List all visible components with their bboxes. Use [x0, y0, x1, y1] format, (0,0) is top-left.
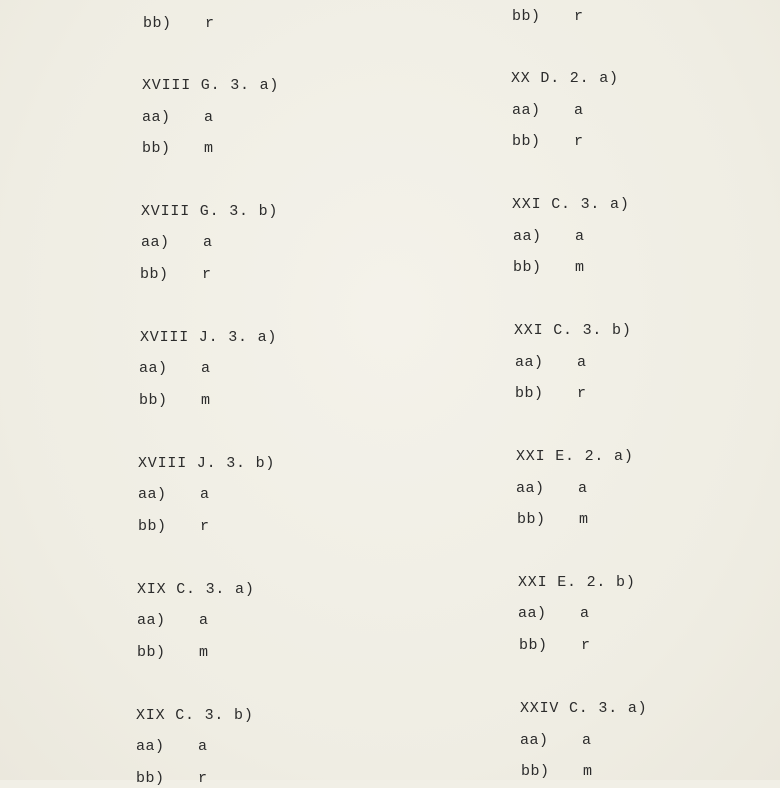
entry-value: a	[204, 109, 214, 126]
entry-value: m	[575, 259, 585, 276]
right-section-heading: XXI C. 3. b)	[514, 322, 632, 339]
entry-value: a	[199, 612, 209, 629]
left-sub-entry	[141, 234, 213, 252]
left-sub-entry	[140, 266, 212, 284]
left-sub-entry	[139, 360, 211, 378]
entry-value: a	[574, 102, 584, 119]
entry-value: a	[203, 234, 213, 251]
right-section-heading: XXI C. 3. a)	[512, 196, 630, 213]
entry-value: a	[201, 360, 211, 377]
entry-value: r	[200, 518, 210, 535]
entry-label: aa)	[139, 360, 168, 377]
entry-label: aa)	[518, 605, 547, 622]
entry-label: bb)	[512, 133, 541, 150]
entry-value: m	[199, 644, 209, 661]
entry-label: aa)	[515, 354, 544, 371]
entry-label: aa)	[142, 109, 171, 126]
entry-value: m	[579, 511, 589, 528]
right-sub-entry	[512, 133, 584, 151]
right-sub-entry	[521, 763, 593, 781]
entry-value: a	[575, 228, 585, 245]
entry-value: r	[205, 15, 215, 32]
entry-label: bb)	[512, 8, 541, 25]
entry-label: aa)	[138, 486, 167, 503]
entry-label: aa)	[520, 732, 549, 749]
entry-label: bb)	[136, 770, 165, 787]
right-sub-entry	[517, 511, 589, 529]
entry-label: bb)	[137, 644, 166, 661]
left-sub-entry	[138, 518, 210, 536]
right-sub-entry	[512, 8, 584, 26]
entry-value: r	[198, 770, 208, 787]
entry-value: m	[201, 392, 211, 409]
entry-label: aa)	[141, 234, 170, 251]
left-sub-entry	[136, 770, 208, 788]
entry-label: aa)	[137, 612, 166, 629]
entry-value: m	[583, 763, 593, 780]
entry-value: r	[574, 133, 584, 150]
entry-value: a	[198, 738, 208, 755]
left-sub-entry	[138, 486, 210, 504]
entry-label: aa)	[136, 738, 165, 755]
right-section-heading: XXIV C. 3. a)	[520, 700, 648, 717]
left-sub-entry	[136, 738, 208, 756]
right-sub-entry	[513, 259, 585, 277]
entry-label: bb)	[513, 259, 542, 276]
left-section-heading: XVIII G. 3. b)	[141, 203, 279, 220]
left-sub-entry	[142, 140, 214, 158]
left-section-heading: XVIII G. 3. a)	[142, 77, 280, 94]
left-sub-entry	[143, 15, 215, 33]
entry-value: a	[577, 354, 587, 371]
entry-value: r	[202, 266, 212, 283]
left-section-heading: XVIII J. 3. b)	[138, 455, 276, 472]
right-sub-entry	[515, 385, 587, 403]
entry-value: a	[580, 605, 590, 622]
right-sub-entry	[512, 102, 584, 120]
entry-value: a	[582, 732, 592, 749]
entry-value: r	[574, 8, 584, 25]
right-sub-entry	[518, 605, 590, 623]
left-sub-entry	[139, 392, 211, 410]
entry-label: bb)	[138, 518, 167, 535]
entry-value: m	[204, 140, 214, 157]
right-section-heading: XXI E. 2. a)	[516, 448, 634, 465]
entry-label: bb)	[515, 385, 544, 402]
entry-label: aa)	[513, 228, 542, 245]
entry-label: aa)	[512, 102, 541, 119]
left-section-heading: XVIII J. 3. a)	[140, 329, 278, 346]
right-sub-entry	[515, 354, 587, 372]
right-section-heading: XX D. 2. a)	[511, 70, 619, 87]
entry-value: r	[581, 637, 591, 654]
right-sub-entry	[519, 637, 591, 655]
left-sub-entry	[137, 612, 209, 630]
right-sub-entry	[516, 480, 588, 498]
entry-label: bb)	[517, 511, 546, 528]
entry-label: bb)	[140, 266, 169, 283]
left-section-heading: XIX C. 3. b)	[136, 707, 254, 724]
right-sub-entry	[513, 228, 585, 246]
entry-value: a	[578, 480, 588, 497]
left-section-heading: XIX C. 3. a)	[137, 581, 255, 598]
entry-label: aa)	[516, 480, 545, 497]
entry-label: bb)	[521, 763, 550, 780]
entry-label: bb)	[142, 140, 171, 157]
left-sub-entry	[137, 644, 209, 662]
left-sub-entry	[142, 109, 214, 127]
entry-value: a	[200, 486, 210, 503]
entry-label: bb)	[519, 637, 548, 654]
entry-label: bb)	[143, 15, 172, 32]
entry-value: r	[577, 385, 587, 402]
entry-label: bb)	[139, 392, 168, 409]
right-section-heading: XXI E. 2. b)	[518, 574, 636, 591]
right-sub-entry	[520, 732, 592, 750]
